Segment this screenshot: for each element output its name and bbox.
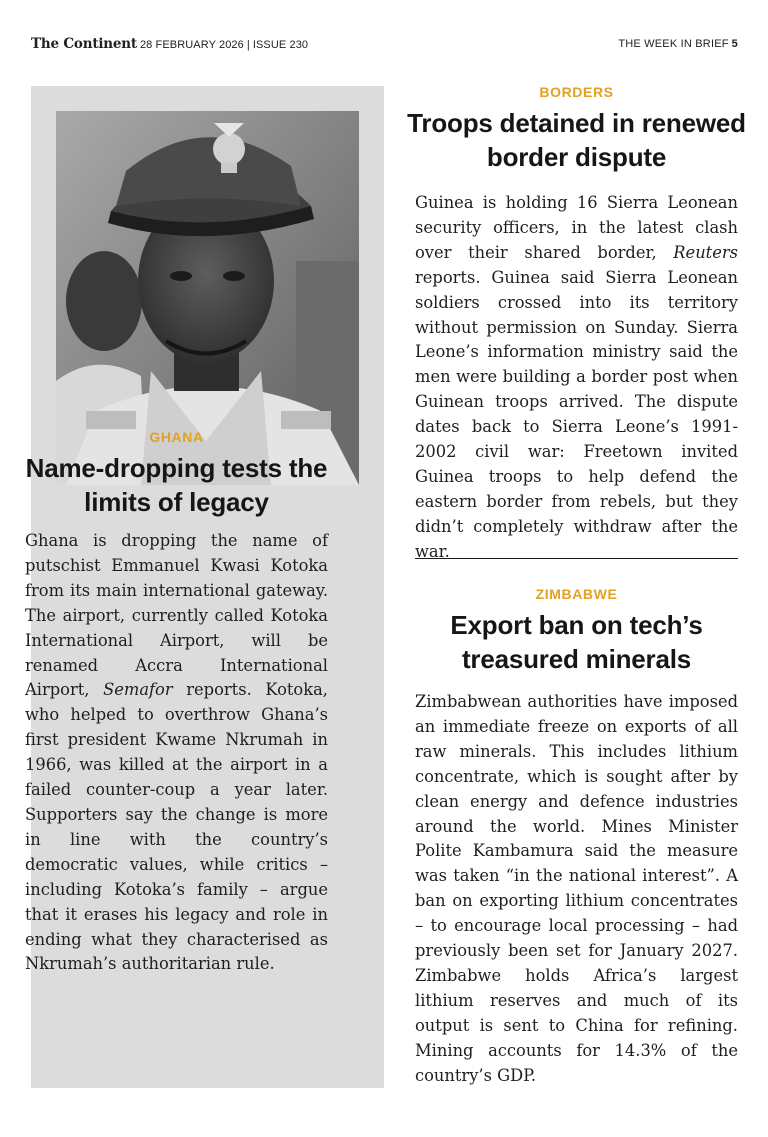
zimbabwe-headline: Export ban on tech’s treasured minerals — [450, 610, 703, 674]
ghana-source-name: Semafor — [103, 680, 173, 700]
page-header: The Continent 28 FEBRUARY 2026 | ISSUE 230 THE WEEK IN BRIEF 5 — [31, 36, 738, 52]
issue-number: ISSUE 230 — [252, 39, 309, 51]
zimbabwe-kicker: ZIMBABWE — [535, 586, 618, 602]
publication-name: The Continent — [31, 36, 137, 52]
borders-headline: Troops detained in renewed border dispute — [407, 108, 746, 172]
zimbabwe-body-text: Zimbabwean authorities have imposed an immediate freeze on exports of all raw minerals. This includes lithium concentrate, which is sought after by clean energy and defence industries around the world. Mines Minister Polite Kambamura said the measure was taken “in the national interest”. A ban on exporting lithium concentrates – to encourage local processing – had previously been set for January 2027. Zimbabwe holds Africa’s largest lithium reserves and much of its output is sent to China for refining. Mining accounts for 14.3% of the country’s GDP. — [415, 692, 738, 1085]
borders-body-text: Guinea is holding 16 Sierra Leonean security officers, in the latest clash over their shared border, Reuters reports. Guinea said Sierra Leonean soldiers crossed into its territory without permission on Sunday. Sierra Leone’s information ministry said the men were building a border post when Guinean troops arrived. The dispute dates back to Sierra Leone’s 1991-2002 civil war: Freetown invited Guinea troops to help defend the eastern border from rebels, but they didn’t completely withdraw after the war. — [415, 193, 738, 561]
article-divider — [415, 558, 738, 559]
ghana-headline: Name-dropping tests the limits of legacy — [25, 453, 328, 517]
ghana-body-text: Ghana is dropping the name of putschist Emmanuel Kwasi Kotoka from its main international gateway. The airport, currently called Kotoka International Airport, will be renamed Accra International Airport, Semafor reports. Kotoka, who helped to overthrow Ghana’s first president Kwame Nkrumah in 1966, was killed at the airport in a failed counter-coup a year later. Supporters say the change is more in line with the country’s democratic values, while critics – including Kotoka’s family – argue that it erases his legacy and role in ending what they characterised as Nkrumah’s authoritarian rule. — [25, 531, 328, 974]
borders-source-name: Reuters — [673, 242, 738, 262]
borders-kicker: BORDERS — [539, 84, 614, 100]
issue-date: 28 FEBRUARY 2026 — [139, 39, 244, 51]
ghana-kicker: GHANA — [149, 429, 204, 445]
page-number: 5 — [731, 38, 738, 50]
section-label: THE WEEK IN BRIEF 5 — [618, 38, 738, 50]
